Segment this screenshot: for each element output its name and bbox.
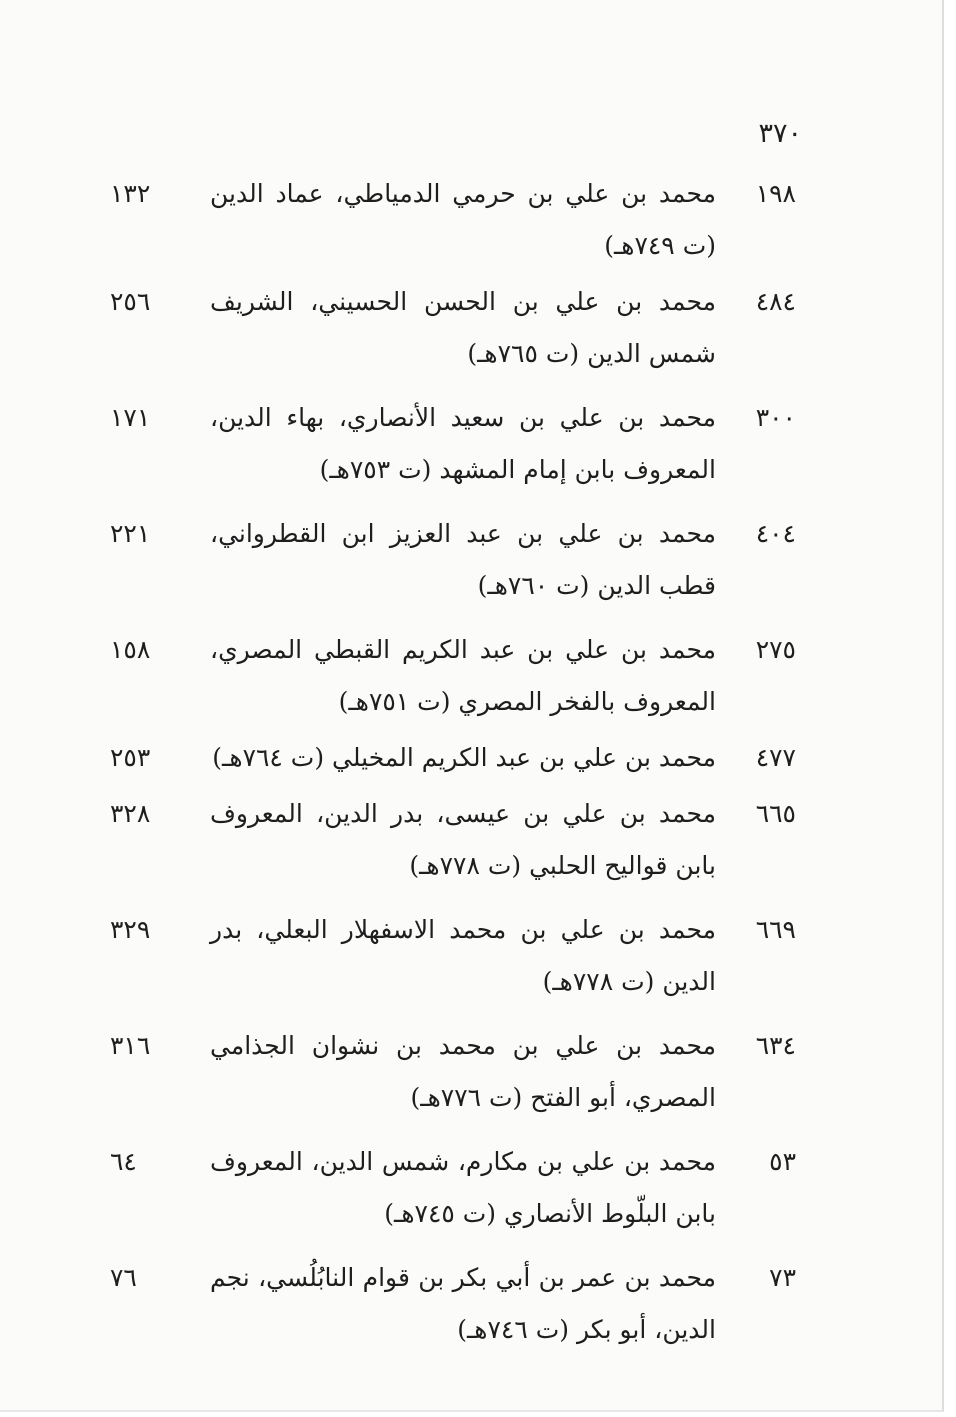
entry-id: ٦٣٤ <box>755 1031 796 1060</box>
index-entry <box>0 904 944 1008</box>
entry-text: محمد بن علي بن محمد الاسفهلار البعلي، بدر الدين (ت ٧٧٨هـ) <box>210 915 716 996</box>
entry-id: ٢٧٥ <box>755 635 796 664</box>
index-entry <box>0 788 944 892</box>
entry-page-ref: ٣١٦ <box>110 1031 151 1060</box>
index-entry <box>0 1252 944 1356</box>
entry-page-ref: ٧٦ <box>110 1263 137 1292</box>
entry-text: محمد بن علي بن مكارم، شمس الدين، المعروف بابن البلّوط الأنصاري (ت ٧٤٥هـ) <box>210 1147 716 1228</box>
entry-text: محمد بن عمر بن أبي بكر بن قوام النابُلُسي، نجم الدين، أبو بكر (ت ٧٤٦هـ) <box>210 1263 716 1344</box>
entry-id: ٣٠٠ <box>755 403 796 432</box>
entry-page-ref: ٢٢١ <box>110 519 151 548</box>
index-entry <box>0 392 944 496</box>
entry-page-ref: ٢٥٦ <box>110 287 151 316</box>
entry-id: ١٩٨ <box>755 179 796 208</box>
entry-id: ٤٠٤ <box>755 519 796 548</box>
entry-id: ٦٦٩ <box>755 915 796 944</box>
entry-text: محمد بن علي بن الحسن الحسيني، الشريف شمس الدين (ت ٧٦٥هـ) <box>210 287 716 368</box>
page-number: ٣٧٠ <box>758 118 802 149</box>
entry-id: ٥٣ <box>769 1147 796 1176</box>
index-entries <box>0 168 944 1356</box>
entry-page-ref: ٢٥٣ <box>110 743 151 772</box>
entry-text: محمد بن علي بن سعيد الأنصاري، بهاء الدين، المعروف بابن إمام المشهد (ت ٧٥٣هـ) <box>210 403 716 484</box>
entry-id: ٤٨٤ <box>755 287 796 316</box>
entry-page-ref: ١٥٨ <box>110 635 151 664</box>
index-entry <box>0 508 944 612</box>
entry-page-ref: ٣٢٩ <box>110 915 151 944</box>
entry-page-ref: ١٧١ <box>110 403 151 432</box>
entry-id: ٤٧٧ <box>755 743 796 772</box>
index-entry <box>0 732 944 784</box>
entry-text: محمد بن علي بن حرمي الدمياطي، عماد الدين (ت ٧٤٩هـ) <box>210 179 716 260</box>
index-entry <box>0 1020 944 1124</box>
index-entry <box>0 624 944 728</box>
entry-text: محمد بن علي بن محمد بن نشوان الجذامي المصري، أبو الفتح (ت ٧٧٦هـ) <box>210 1031 716 1112</box>
entry-page-ref: ١٣٢ <box>110 179 151 208</box>
entry-text: محمد بن علي بن عبد الكريم المخيلي (ت ٧٦٤هـ) <box>212 743 716 772</box>
entry-text: محمد بن علي بن عبد الكريم القبطي المصري، المعروف بالفخر المصري (ت ٧٥١هـ) <box>210 635 716 716</box>
entry-id: ٦٦٥ <box>755 799 796 828</box>
entry-text: محمد بن علي بن عبد العزيز ابن القطرواني، قطب الدين (ت ٧٦٠هـ) <box>210 519 716 600</box>
index-entry <box>0 276 944 380</box>
index-entry <box>0 168 944 272</box>
index-entry <box>0 1136 944 1240</box>
entry-page-ref: ٣٢٨ <box>110 799 151 828</box>
entry-text: محمد بن علي بن عيسى، بدر الدين، المعروف بابن قواليح الحلبي (ت ٧٧٨هـ) <box>210 799 716 880</box>
entry-page-ref: ٦٤ <box>110 1147 137 1176</box>
entry-id: ٧٣ <box>769 1263 796 1292</box>
